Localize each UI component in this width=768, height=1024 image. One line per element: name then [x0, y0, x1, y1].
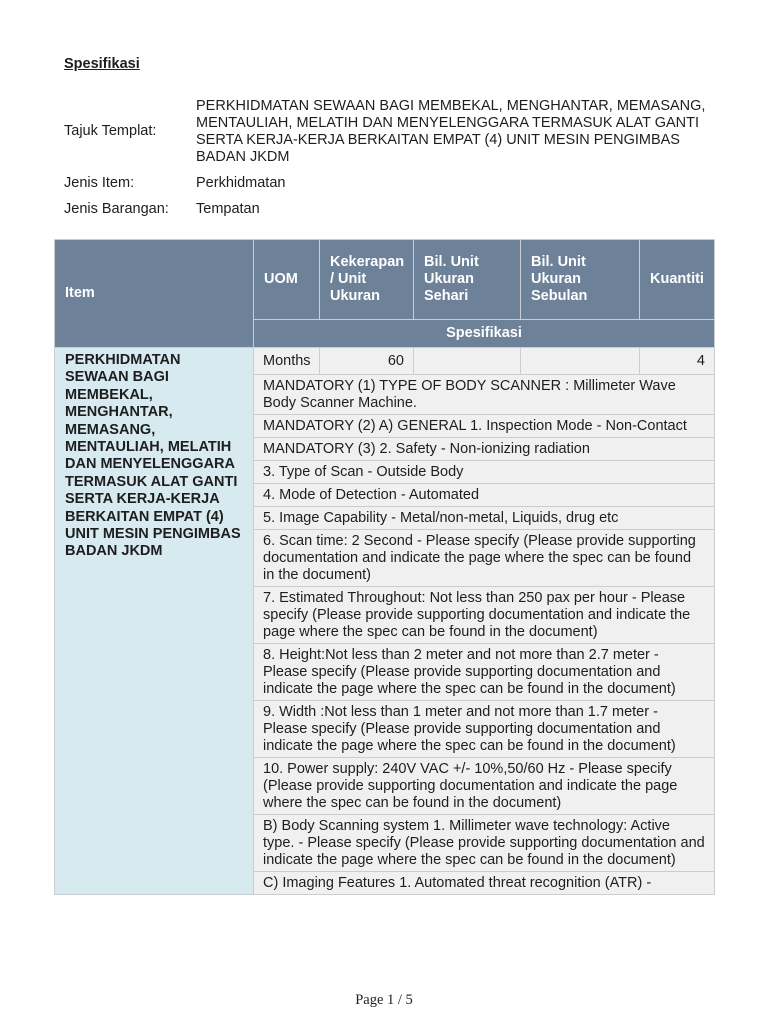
spec-text: MANDATORY (1) TYPE OF BODY SCANNER : Millimeter Wave Body Scanner Machine. — [254, 375, 715, 415]
uom-cell: Months — [254, 348, 320, 375]
item-name-cell: PERKHIDMATAN SEWAAN BAGI MEMBEKAL, MENGHANTAR, MEMASANG, MENTAULIAH, MELATIH DAN MENYELENGGARA TERMASUK ALAT GANTI SERTA KERJA-KERJA BERKAITAN EMPAT (4) UNIT MESIN PENGIMBAS BADAN JKDM — [55, 348, 254, 895]
frequency-cell: 60 — [320, 348, 414, 375]
template-title-label: Tajuk Templat: — [64, 123, 157, 139]
units-per-month-cell — [521, 348, 640, 375]
header-uom: UOM — [254, 240, 320, 320]
spec-text: B) Body Scanning system 1. Millimeter wave technology: Active type. - Please specify (Please provide supporting documentation and indicate the page where the spec can be found in the document) — [254, 815, 715, 872]
header-frequency: Kekerapan / Unit Ukuran — [320, 240, 414, 320]
spec-text: 6. Scan time: 2 Second - Please specify (Please provide supporting documentation and indicate the page where the spec can be found in the document) — [254, 530, 715, 587]
spec-text: C) Imaging Features 1. Automated threat recognition (ATR) - — [254, 872, 715, 895]
spec-text: 4. Mode of Detection - Automated — [254, 484, 715, 507]
template-title-value: PERKHIDMATAN SEWAAN BAGI MEMBEKAL, MENGHANTAR, MEMASANG, MENTAULIAH, MELATIH DAN MENYELENGGARA TERMASUK ALAT GANTI SERTA KERJA-KERJA BERKAITAN EMPAT (4) UNIT MESIN PENGIMBAS BADAN JKDM — [196, 98, 706, 165]
goods-type-value: Tempatan — [196, 201, 260, 217]
spec-text: MANDATORY (2) A) GENERAL 1. Inspection Mode - Non-Contact — [254, 415, 715, 438]
units-per-day-cell — [414, 348, 521, 375]
specification-table — [54, 239, 715, 895]
spec-text: 9. Width :Not less than 1 meter and not more than 1.7 meter - Please specify (Please provide supporting documentation and indicate the page where the spec can be found in the document) — [254, 701, 715, 758]
header-units-per-day: Bil. Unit Ukuran Sehari — [414, 240, 521, 320]
header-quantity: Kuantiti — [640, 240, 715, 320]
spec-text: 3. Type of Scan - Outside Body — [254, 461, 715, 484]
spec-text: 7. Estimated Throughout: Not less than 250 pax per hour - Please specify (Please provide supporting documentation and indicate the page where the spec can be found in the document) — [254, 587, 715, 644]
spec-text: MANDATORY (3) 2. Safety - Non-ionizing radiation — [254, 438, 715, 461]
header-units-per-month: Bil. Unit Ukuran Sebulan — [521, 240, 640, 320]
section-heading: Spesifikasi — [64, 56, 140, 72]
page-number: Page 1 / 5 — [355, 992, 413, 1008]
quantity-cell: 4 — [640, 348, 715, 375]
header-specification: Spesifikasi — [254, 320, 715, 348]
item-type-label: Jenis Item: — [64, 175, 135, 191]
goods-type-label: Jenis Barangan: — [64, 201, 169, 217]
spec-text: 8. Height:Not less than 2 meter and not more than 2.7 meter - Please specify (Please provide supporting documentation and indicate the page where the spec can be found in the document) — [254, 644, 715, 701]
spec-text: 10. Power supply: 240V VAC +/- 10%,50/60 Hz - Please specify (Please provide supporting documentation and indicate the page where the spec can be found in the document) — [254, 758, 715, 815]
spec-text: 5. Image Capability - Metal/non-metal, Liquids, drug etc — [254, 507, 715, 530]
header-item: Item — [55, 240, 254, 348]
item-type-value: Perkhidmatan — [196, 175, 286, 191]
